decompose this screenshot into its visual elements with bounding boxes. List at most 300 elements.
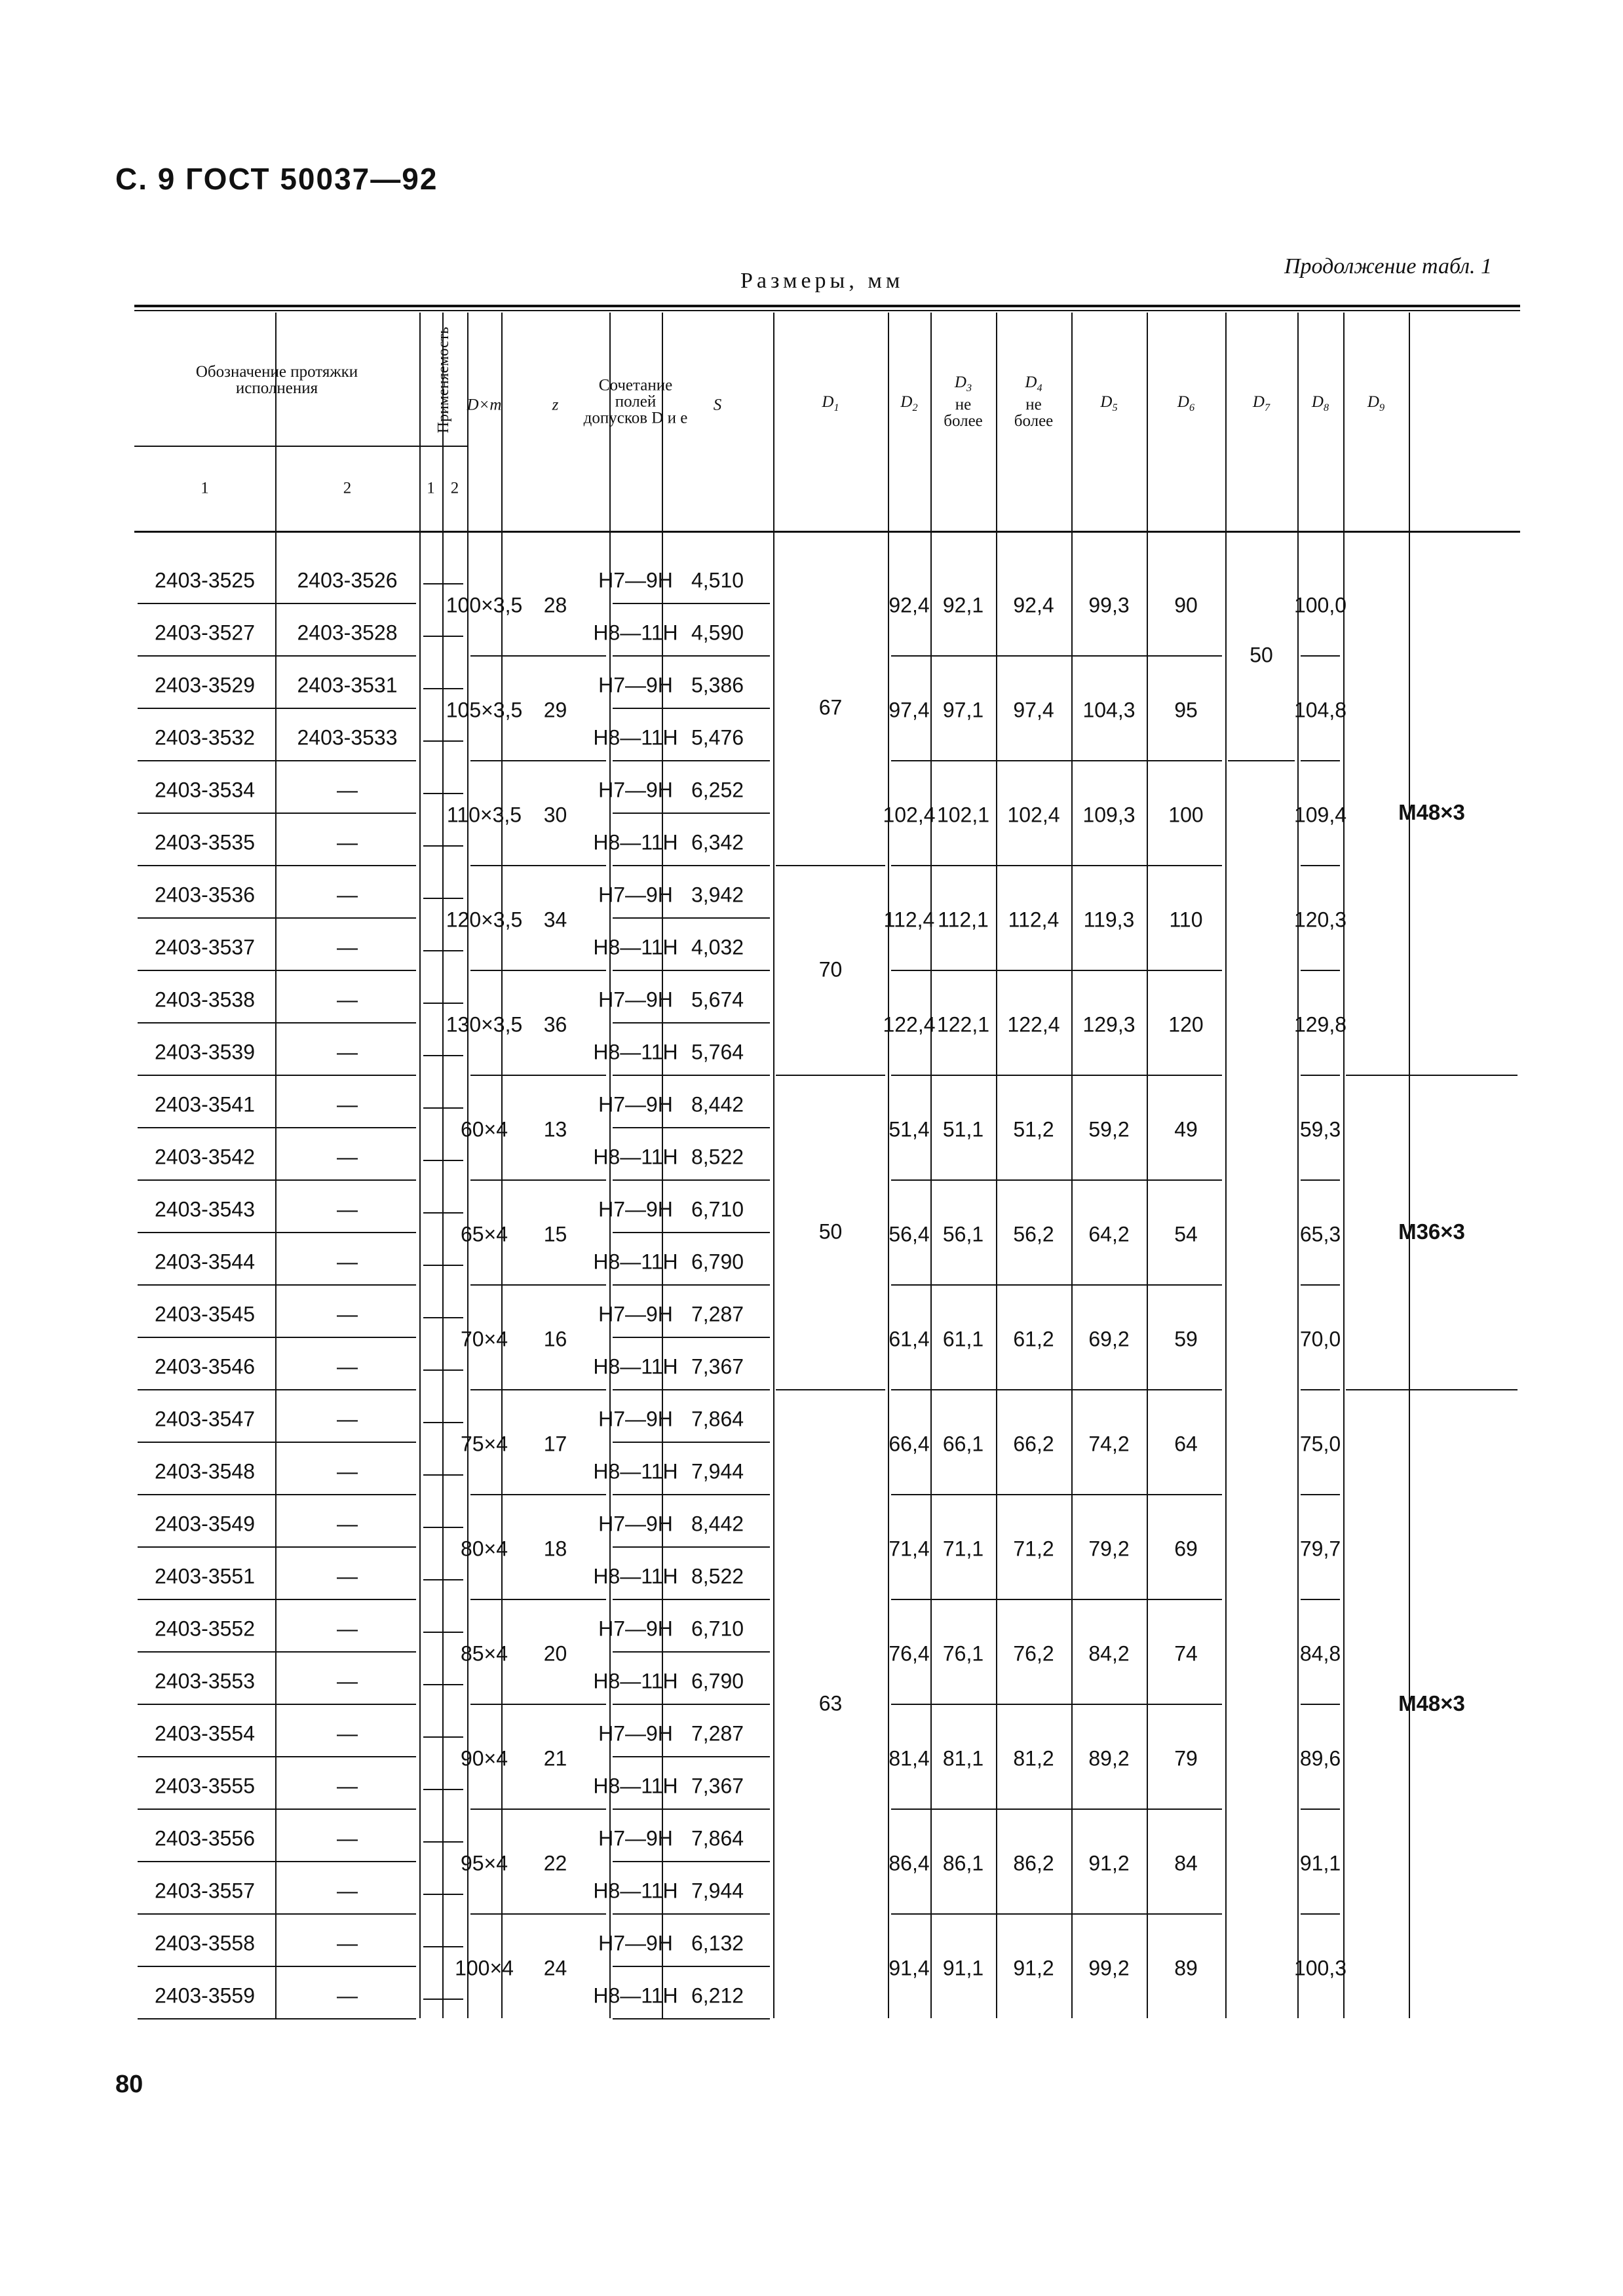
pair-rule	[1301, 1284, 1340, 1286]
dxm-value: 75×4	[460, 1432, 508, 1456]
d8-value: 100,3	[1293, 1956, 1347, 1980]
tolerance-fit: H7—9H	[598, 1197, 673, 1221]
d3-value: 97,1	[942, 698, 984, 722]
row-rule	[613, 1704, 770, 1705]
applicability-dash	[423, 1632, 463, 1633]
applicability-dash	[423, 1474, 463, 1476]
d4-value: 76,2	[1013, 1641, 1054, 1666]
pair-rule	[1301, 1913, 1340, 1915]
tolerance-fit: H8—11H	[593, 1983, 678, 2008]
pair-rule	[470, 1284, 606, 1286]
pair-rule	[470, 1808, 606, 1810]
dxm-value: 120×3,5	[446, 908, 523, 932]
designation-exec2: —	[337, 1250, 358, 1274]
applicability-dash	[423, 1003, 463, 1004]
row-rule	[613, 1442, 770, 1443]
row-rule	[613, 1808, 770, 1810]
s-value: 6,212	[691, 1983, 744, 2008]
d4-value: 112,4	[1008, 908, 1060, 932]
d3-value: 86,1	[942, 1851, 984, 1875]
tolerance-fit: H8—11H	[593, 1459, 678, 1483]
applicability-dash	[423, 1736, 463, 1738]
designation-exec2: —	[337, 1302, 358, 1326]
designation-exec1: 2403-3547	[154, 1407, 256, 1431]
s-value: 7,287	[691, 1721, 744, 1746]
d6-value: 49	[1174, 1117, 1198, 1141]
row-rule	[613, 603, 770, 604]
page-number: 80	[115, 2071, 143, 2098]
row-rule	[138, 655, 416, 657]
tolerance-fit: H8—11H	[593, 1879, 678, 1903]
designation-exec2: —	[337, 1092, 358, 1117]
row-rule	[138, 1546, 416, 1548]
d4-value: 81,2	[1013, 1746, 1054, 1770]
designation-exec2: 2403-3531	[297, 673, 398, 697]
d3-value: 112,1	[938, 908, 989, 932]
pair-rule	[1301, 760, 1340, 761]
row-rule	[613, 917, 770, 919]
column-line	[1409, 313, 1410, 2018]
pair-rule	[470, 970, 606, 971]
applicability-dash	[423, 1107, 463, 1109]
d1-header-subscript: 1	[833, 401, 839, 413]
row-rule	[138, 1704, 416, 1705]
tolerance-fit: H7—9H	[598, 673, 673, 697]
designation-exec1: 2403-3556	[154, 1826, 256, 1850]
s-value: 7,864	[691, 1407, 744, 1431]
d8-value: 65,3	[1299, 1222, 1341, 1246]
applicability-dash	[423, 1160, 463, 1161]
row-rule	[138, 1389, 416, 1390]
designation-exec2: —	[337, 830, 358, 854]
designation-exec2: —	[337, 987, 358, 1012]
d5-value: 99,2	[1088, 1956, 1130, 1980]
tolerance-fit: H8—11H	[593, 1250, 678, 1274]
row-rule	[138, 1284, 416, 1286]
designation-exec1: 2403-3558	[154, 1931, 256, 1955]
dimensions-label: Размеры, мм	[740, 269, 904, 293]
pair-rule	[470, 655, 606, 657]
s-value: 6,252	[691, 778, 744, 802]
row-rule	[138, 1442, 416, 1443]
designation-exec2: —	[337, 1931, 358, 1955]
tolerance-fit: H7—9H	[598, 1302, 673, 1326]
tolerance-fit: H7—9H	[598, 1512, 673, 1536]
d2-value: 76,4	[888, 1641, 930, 1666]
d2-value: 92,4	[888, 593, 930, 617]
d3-header	[934, 374, 993, 429]
designation-exec2: —	[337, 1774, 358, 1798]
d4-value: 66,2	[1013, 1432, 1054, 1456]
dxm-value: 65×4	[460, 1222, 508, 1246]
row-rule	[138, 1861, 416, 1862]
exec2-header: 2	[343, 479, 352, 497]
d4-value: 71,2	[1013, 1537, 1054, 1561]
designation-exec1: 2403-3543	[154, 1197, 256, 1221]
designation-exec2: —	[337, 1669, 358, 1693]
tolerance-fit: H7—9H	[598, 1092, 673, 1117]
table-top-rule-thin	[134, 310, 1520, 311]
row-rule	[138, 917, 416, 919]
s-value: 6,710	[691, 1197, 744, 1221]
pair-rule	[470, 1494, 606, 1495]
pair-rule	[470, 1179, 606, 1181]
row-rule	[138, 865, 416, 866]
designation-exec2: —	[337, 1040, 358, 1064]
d9-header-letter: D	[1367, 392, 1379, 411]
pair-rule	[470, 1704, 606, 1705]
s-value: 6,790	[691, 1669, 744, 1693]
pair-rule	[1301, 1179, 1340, 1181]
applicability-dash	[423, 1579, 463, 1580]
designation-exec1: 2403-3529	[154, 673, 256, 697]
designation-exec1: 2403-3546	[154, 1354, 256, 1379]
column-line	[773, 313, 774, 2018]
dxm-value: 110×3,5	[446, 803, 522, 827]
d4-value: 92,4	[1013, 593, 1054, 617]
pair-rule	[470, 760, 606, 761]
d8-header-letter: D	[1311, 392, 1324, 411]
d2-header-letter: D	[900, 392, 913, 411]
d8-value: 109,4	[1293, 803, 1347, 827]
s-header: S	[713, 396, 722, 413]
dxm-value: 100×3,5	[446, 593, 523, 617]
pair-rule	[891, 865, 1222, 866]
dxm-value: 90×4	[460, 1746, 508, 1770]
row-rule	[138, 1756, 416, 1757]
d7-group-value-boundary	[1228, 760, 1295, 761]
s-value: 8,522	[691, 1145, 744, 1169]
designation-exec2: —	[337, 1983, 358, 2008]
s-value: 3,942	[691, 883, 744, 907]
row-rule	[613, 1913, 770, 1915]
tolerance-fit: H8—11H	[593, 935, 678, 959]
applicability-dash	[423, 845, 463, 847]
designation-exec1: 2403-3527	[154, 621, 256, 645]
d6-value: 95	[1174, 698, 1198, 722]
d6-value: 59	[1174, 1327, 1198, 1351]
tolerance-fit: H8—11H	[593, 1354, 678, 1379]
fits-header: Сочетание полей допусков D и e	[583, 376, 688, 427]
tolerance-fit: H8—11H	[593, 1145, 678, 1169]
applicability-dash	[423, 1946, 463, 1947]
d2-value: 56,4	[888, 1222, 930, 1246]
row-rule	[138, 1022, 416, 1024]
pair-rule	[891, 1075, 1222, 1076]
pair-rule	[891, 1704, 1222, 1705]
pair-rule	[1301, 970, 1340, 971]
d8-value: 120,3	[1293, 908, 1347, 932]
designation-exec1: 2403-3545	[154, 1302, 256, 1326]
d3-header-letter: D	[954, 373, 966, 391]
d8-header	[1312, 394, 1329, 416]
pair-rule	[1301, 1599, 1340, 1600]
column-line	[442, 313, 444, 2018]
d4-value: 86,2	[1013, 1851, 1054, 1875]
pair-rule	[891, 1808, 1222, 1810]
d9-header-subscript: 9	[1379, 401, 1385, 413]
d6-value: 89	[1174, 1956, 1198, 1980]
applicability-dash	[423, 1422, 463, 1423]
d1-group-value: 63	[818, 1691, 843, 1715]
designation-subrule	[134, 446, 442, 447]
column-line	[275, 313, 277, 2018]
d5-value: 69,2	[1088, 1327, 1130, 1351]
dxm-value: 100×4	[455, 1956, 514, 1980]
d1-group-value: 67	[818, 695, 843, 719]
d2-value: 102,4	[883, 803, 936, 827]
d2-value: 61,4	[888, 1327, 930, 1351]
designation-exec1: 2403-3557	[154, 1879, 256, 1903]
d8-value: 75,0	[1299, 1432, 1341, 1456]
designation-exec2: —	[337, 1354, 358, 1379]
row-rule	[138, 970, 416, 971]
row-rule	[613, 760, 770, 761]
tolerance-fit: H8—11H	[593, 621, 678, 645]
d2-header	[900, 394, 917, 416]
d5-value: 99,3	[1088, 593, 1130, 617]
d4-value: 61,2	[1013, 1327, 1054, 1351]
tolerance-fit: H8—11H	[593, 1564, 678, 1588]
designation-exec1: 2403-3549	[154, 1512, 256, 1536]
designation-exec2: —	[337, 883, 358, 907]
row-rule	[138, 813, 416, 814]
pair-rule	[891, 760, 1222, 761]
tolerance-fit: H7—9H	[598, 1721, 673, 1746]
z-value: 28	[543, 593, 567, 617]
tolerance-fit: H7—9H	[598, 1407, 673, 1431]
applicability-dash	[423, 636, 463, 637]
d3-header-note: не более	[944, 395, 983, 430]
s-value: 5,386	[691, 673, 744, 697]
designation-exec2: —	[337, 1564, 358, 1588]
d7-header	[1253, 394, 1270, 416]
designation-exec1: 2403-3535	[154, 830, 256, 854]
d2-header-subscript: 2	[912, 401, 918, 413]
dxm-value: 60×4	[460, 1117, 508, 1141]
designation-exec2: —	[337, 1407, 358, 1431]
pair-rule	[891, 1389, 1222, 1390]
designation-exec1: 2403-3544	[154, 1250, 256, 1274]
designation-exec1: 2403-3555	[154, 1774, 256, 1798]
row-rule	[613, 1651, 770, 1653]
tolerance-fit: H7—9H	[598, 1826, 673, 1850]
applicability-dash	[423, 950, 463, 951]
d1-group-value: 50	[818, 1219, 843, 1244]
d6-value: 74	[1174, 1641, 1198, 1666]
designation-exec2: —	[337, 1512, 358, 1536]
d1-header-letter: D	[822, 392, 834, 411]
applicability-dash	[423, 1527, 463, 1528]
d6-header-subscript: 6	[1189, 401, 1195, 413]
continuation-label: Продолжение табл. 1	[1284, 254, 1493, 278]
designation-exec1: 2403-3537	[154, 935, 256, 959]
designation-exec2: 2403-3526	[297, 568, 398, 592]
designation-exec2: —	[337, 778, 358, 802]
d5-value: 79,2	[1088, 1537, 1130, 1561]
row-rule	[613, 1337, 770, 1338]
d8-header-subscript: 8	[1323, 401, 1329, 413]
column-line	[1297, 313, 1299, 2018]
d8-value: 129,8	[1293, 1012, 1347, 1037]
d2-value: 112,4	[883, 908, 935, 932]
d2-value: 122,4	[883, 1012, 936, 1037]
d4-header-letter: D	[1025, 373, 1037, 391]
pair-rule	[891, 970, 1222, 971]
z-value: 13	[543, 1117, 567, 1141]
pair-rule	[1301, 1494, 1340, 1495]
d5-value: 104,3	[1082, 698, 1136, 722]
thread-size: M48×3	[1398, 800, 1465, 824]
row-rule	[613, 1127, 770, 1128]
applicability-dash	[423, 1841, 463, 1843]
dxm-value: 85×4	[460, 1641, 508, 1666]
d5-header-letter: D	[1100, 392, 1113, 411]
designation-exec1: 2403-3538	[154, 987, 256, 1012]
d9-header	[1367, 394, 1384, 416]
d1-group-value-boundary	[776, 865, 885, 866]
s-value: 5,764	[691, 1040, 744, 1064]
pair-rule	[470, 1913, 606, 1915]
dxm-value: 95×4	[460, 1851, 508, 1875]
tolerance-fit: H8—11H	[593, 1040, 678, 1064]
tolerance-fit: H8—11H	[593, 830, 678, 854]
tolerance-fit: H8—11H	[593, 1774, 678, 1798]
d3-value: 92,1	[942, 593, 984, 617]
row-rule	[138, 603, 416, 604]
row-rule	[613, 1756, 770, 1757]
pair-rule	[1301, 1704, 1340, 1705]
d8-value: 84,8	[1299, 1641, 1341, 1666]
designation-exec1: 2403-3552	[154, 1617, 256, 1641]
d3-value: 81,1	[942, 1746, 984, 1770]
row-rule	[138, 1913, 416, 1915]
column-line	[1071, 313, 1073, 2018]
pair-rule	[470, 1389, 606, 1390]
d4-header	[1004, 374, 1063, 429]
designation-header: Обозначение протяжки исполнения	[195, 363, 358, 397]
designation-exec1: 2403-3539	[154, 1040, 256, 1064]
s-value: 4,590	[691, 621, 744, 645]
d5-header-subscript: 5	[1112, 401, 1118, 413]
d8-value: 91,1	[1299, 1851, 1341, 1875]
s-value: 6,132	[691, 1931, 744, 1955]
designation-exec1: 2403-3559	[154, 1983, 256, 2008]
s-value: 7,367	[691, 1354, 744, 1379]
applicability-dash	[423, 583, 463, 584]
d5-header	[1100, 394, 1117, 416]
s-value: 4,032	[691, 935, 744, 959]
d6-value: 120	[1168, 1012, 1204, 1037]
pair-rule	[891, 655, 1222, 657]
dxm-header: D×m	[467, 396, 502, 413]
s-value: 8,442	[691, 1092, 744, 1117]
d4-value: 56,2	[1013, 1222, 1054, 1246]
tolerance-fit: H7—9H	[598, 568, 673, 592]
designation-exec2: 2403-3533	[297, 725, 398, 750]
d3-value: 61,1	[942, 1327, 984, 1351]
designation-exec1: 2403-3536	[154, 883, 256, 907]
table-top-rule	[134, 305, 1520, 307]
d4-value: 91,2	[1013, 1956, 1054, 1980]
row-rule	[138, 1179, 416, 1181]
d2-value: 51,4	[888, 1117, 930, 1141]
pair-rule	[891, 1179, 1222, 1181]
applicability-dash	[423, 898, 463, 899]
designation-exec1: 2403-3541	[154, 1092, 256, 1117]
d4-value: 102,4	[1007, 803, 1060, 827]
pair-rule	[1301, 1808, 1340, 1810]
row-rule	[138, 1127, 416, 1128]
d3-value: 51,1	[942, 1117, 984, 1141]
pair-rule	[1301, 865, 1340, 866]
s-value: 8,442	[691, 1512, 744, 1536]
tolerance-fit: H7—9H	[598, 778, 673, 802]
d5-value: 91,2	[1088, 1851, 1130, 1875]
designation-exec2: —	[337, 1459, 358, 1483]
z-value: 16	[543, 1327, 567, 1351]
row-rule	[613, 1232, 770, 1233]
d8-value: 100,0	[1293, 593, 1347, 617]
row-rule	[613, 1494, 770, 1495]
z-value: 21	[543, 1746, 567, 1770]
d5-value: 59,2	[1088, 1117, 1130, 1141]
pair-rule	[891, 1284, 1222, 1286]
d6-header-letter: D	[1177, 392, 1189, 411]
designation-exec2: —	[337, 1721, 358, 1746]
d6-value: 110	[1169, 908, 1203, 932]
d3-value: 56,1	[942, 1222, 984, 1246]
d8-value: 79,7	[1299, 1537, 1341, 1561]
z-value: 30	[543, 803, 567, 827]
pair-rule	[470, 1599, 606, 1600]
designation-exec2: 2403-3528	[297, 621, 398, 645]
row-rule	[613, 1022, 770, 1024]
pair-rule	[470, 865, 606, 866]
designation-exec1: 2403-3551	[154, 1564, 256, 1588]
tolerance-fit: H7—9H	[598, 1617, 673, 1641]
applicability-dash	[423, 1055, 463, 1056]
d2-value: 97,4	[888, 698, 930, 722]
applicability-dash	[423, 1212, 463, 1214]
d3-value: 76,1	[942, 1641, 984, 1666]
row-rule	[613, 1179, 770, 1181]
designation-exec1: 2403-3525	[154, 568, 256, 592]
d4-header-subscript: 4	[1037, 381, 1042, 394]
designation-exec2: —	[337, 1197, 358, 1221]
d6-value: 54	[1174, 1222, 1198, 1246]
applicability-dash	[423, 1894, 463, 1895]
d3-value: 102,1	[936, 803, 990, 827]
s-value: 5,476	[691, 725, 744, 750]
row-rule	[138, 1232, 416, 1233]
dxm-value: 70×4	[460, 1327, 508, 1351]
d2-value: 66,4	[888, 1432, 930, 1456]
d5-value: 89,2	[1088, 1746, 1130, 1770]
tolerance-fit: H8—11H	[593, 1669, 678, 1693]
applicability-dash	[423, 740, 463, 742]
s-value: 6,790	[691, 1250, 744, 1274]
thread-size-boundary	[1346, 1389, 1518, 1390]
d4-value: 97,4	[1013, 698, 1054, 722]
z-value: 20	[543, 1641, 567, 1666]
s-value: 5,674	[691, 987, 744, 1012]
d6-header	[1177, 394, 1194, 416]
d5-value: 74,2	[1088, 1432, 1130, 1456]
row-rule	[138, 1808, 416, 1810]
d4-value: 51,2	[1013, 1117, 1054, 1141]
dxm-value: 105×3,5	[446, 698, 523, 722]
